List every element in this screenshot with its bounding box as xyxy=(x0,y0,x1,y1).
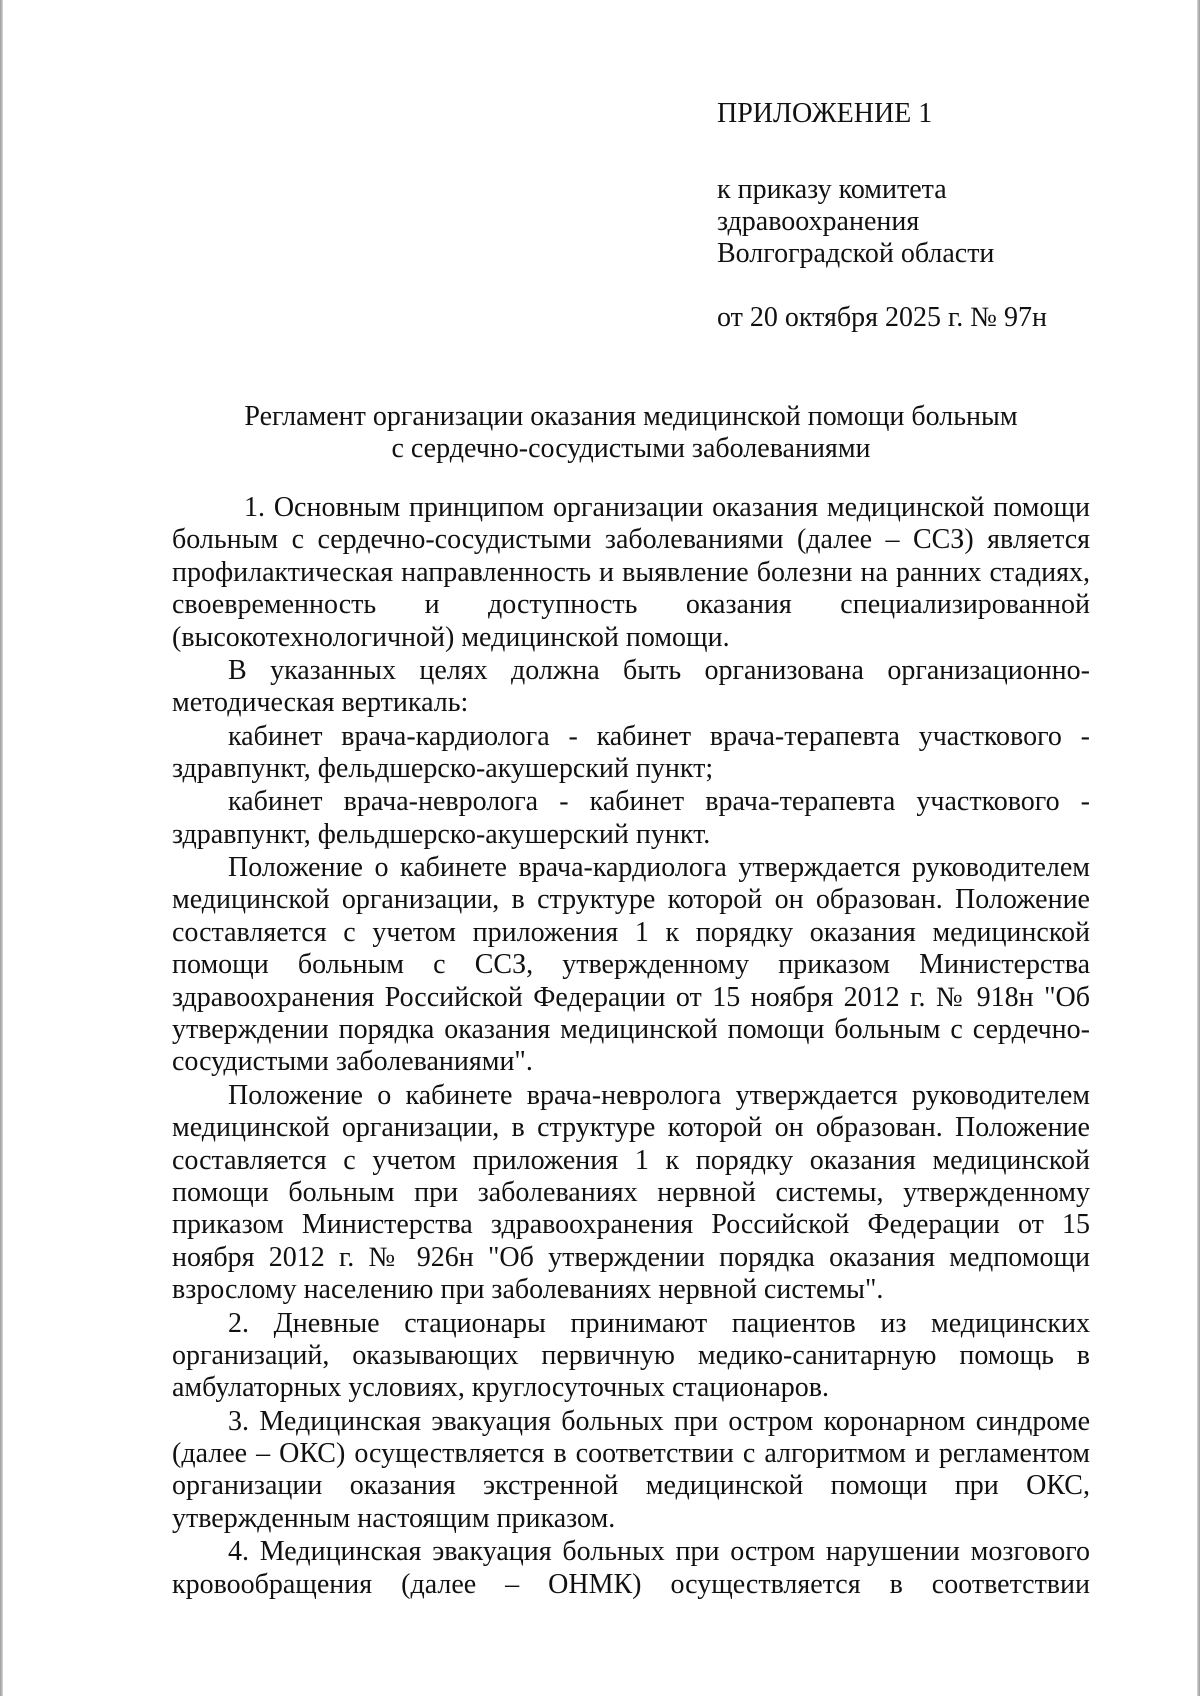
paragraph-cardiology-regulation: Положение о кабинете врача-кардиолога утверждается руководителем медицинской организации, в структуре которой он образован. Положение составляется с учетом приложения 1 к порядку оказания медицинской помощи больным с ССЗ, утвержденному приказом Министерства здравоохранения Российской Федерации от 15 ноября 2012 г. № 918н "Об утверждении порядка оказания медицинской помощи больным с сердечно-сосудистыми заболеваниями". xyxy=(172,852,1090,1078)
paragraph-1: 1. Основным принципом организации оказания медицинской помощи больным с сердечно-сосудистыми заболеваниями (далее – ССЗ) является профилактическая направленность и выявление болезни на ранних стадиях, своевременность и доступность оказания специализированной (высокотехнологичной) медицинской помощи. xyxy=(172,492,1090,653)
document-body xyxy=(172,492,1090,1602)
annex-order-line: Волгоградской области xyxy=(717,238,995,269)
scan-edge-left xyxy=(0,0,3,1696)
paragraph-neurology-vertical: кабинет врача-невролога - кабинет врача-терапевта участкового - здравпункт, фельдшерско-акушерский пункт. xyxy=(172,786,1090,850)
paragraph-cardiology-vertical: кабинет врача-кардиолога - кабинет врача-терапевта участкового - здравпункт, фельдшерско-акушерский пункт; xyxy=(172,720,1090,785)
annex-order-line: здравоохранения xyxy=(717,206,920,237)
document-title xyxy=(172,401,1090,465)
annex-order-line: к приказу комитета xyxy=(717,174,947,205)
paragraph-vertical-intro: В указанных целях должна быть организована организационно-методическая вертикаль: xyxy=(172,654,1090,719)
paragraph-4: 4. Медицинская эвакуация больных при остром нарушении мозгового кровообращения (далее – ОНМК) осуществляется в соответствии xyxy=(172,1536,1090,1600)
annex-date: от 20 октября 2025 г. № 97н xyxy=(717,302,1047,333)
annex-header xyxy=(717,98,1117,334)
document-title-line: Регламент организации оказания медицинской помощи больным xyxy=(244,401,1018,432)
paragraph-neurology-regulation: Положение о кабинете врача-невролога утверждается руководителем медицинской организации, в структуре которой он образован. Положение составляется с учетом приложения 1 к порядку оказания медицинской помощи больным при заболеваниях нервной системы, утвержденному приказом Министерства здравоохранения Российской Федерации от 15 ноября 2012 г. № 926н "Об утверждении порядка оказания медпомощи взрослому населению при заболеваниях нервной системы". xyxy=(172,1079,1090,1306)
paragraph-2: 2. Дневные стационары принимают пациентов из медицинских организаций, оказывающих первичную медико-санитарную помощь в амбулаторных условиях, круглосуточных стационаров. xyxy=(172,1307,1090,1404)
annex-title: ПРИЛОЖЕНИЕ 1 xyxy=(717,98,933,129)
paragraph-3: 3. Медицинская эвакуация больных при остром коронарном синдроме (далее – ОКС) осуществляется в соответствии с алгоритмом и регламентом организации оказания экстренной медицинской помощи при ОКС, утвержденным настоящим приказом. xyxy=(172,1405,1090,1534)
document-title-line: с сердечно-сосудистыми заболеваниями xyxy=(391,433,871,464)
